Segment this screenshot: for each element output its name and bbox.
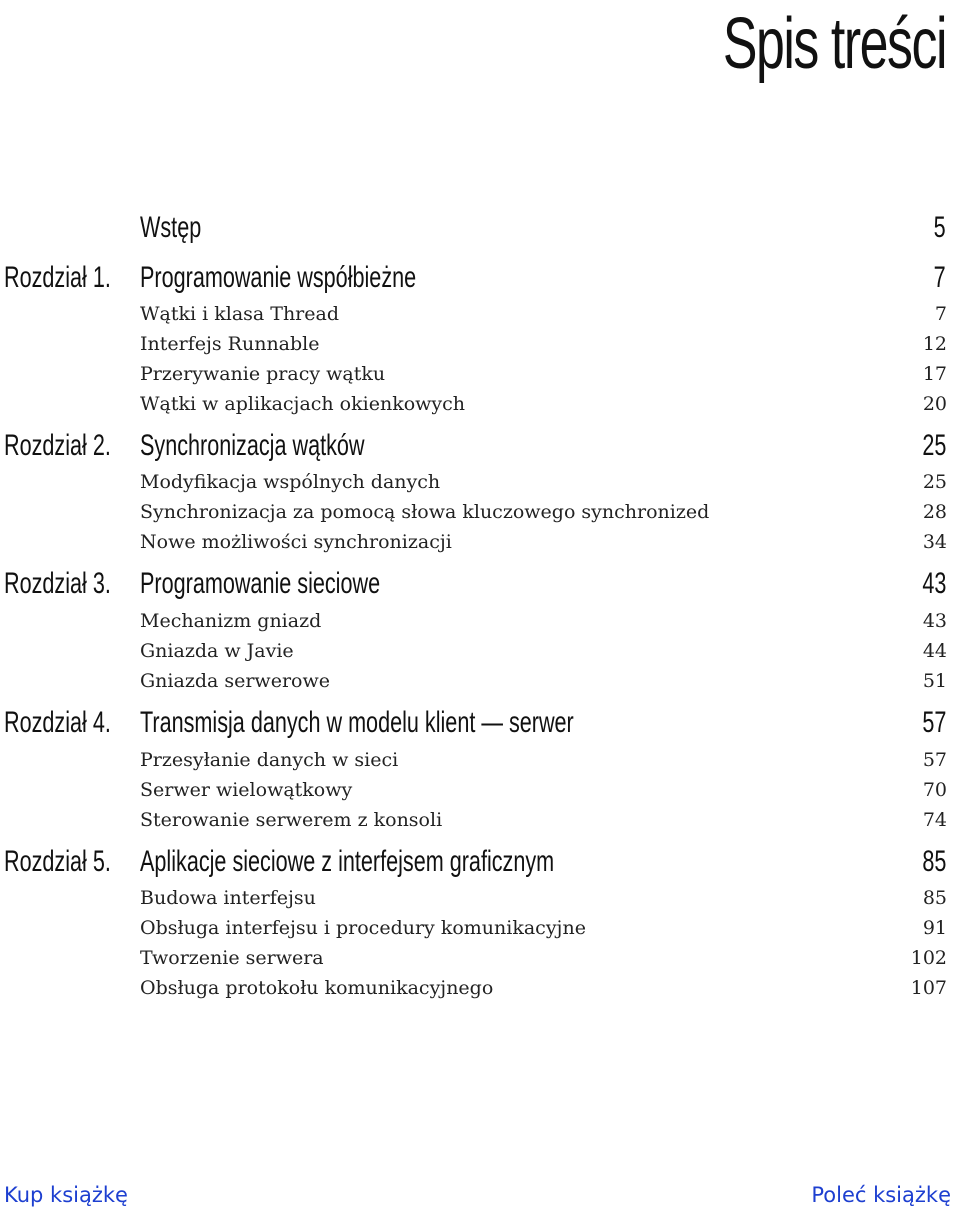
section-title: Wątki w aplikacjach okienkowych [140, 393, 466, 415]
section-title: Gniazda serwerowe [140, 670, 330, 692]
section-title: Modyfikacja wspólnych danych [140, 471, 441, 493]
section-title: Budowa interfejsu [140, 887, 316, 909]
buy-book-link[interactable]: Kup książkę [4, 1183, 128, 1207]
section-title: Mechanizm gniazd [140, 610, 322, 632]
section-title: Przesyłanie danych w sieci [140, 749, 399, 771]
intro-page: 5 [933, 211, 946, 244]
toc-section-row[interactable] [0, 748, 960, 778]
chapter-label: Rozdział 5. [4, 845, 111, 878]
section-page: 74 [922, 809, 947, 831]
toc-section-row[interactable] [0, 609, 960, 639]
chapter-label: Rozdział 3. [4, 567, 111, 600]
section-page: 51 [922, 670, 947, 692]
section-page: 12 [922, 333, 947, 355]
chapter-page: 85 [921, 845, 946, 878]
section-page: 34 [922, 531, 947, 553]
section-title: Obsługa interfejsu i procedury komunikacyjne [140, 917, 586, 939]
toc-chapter-row[interactable] [0, 568, 960, 598]
section-title: Nowe możliwości synchronizacji [140, 531, 452, 553]
toc-section-row[interactable] [0, 500, 960, 530]
section-title: Obsługa protokołu komunikacyjnego [140, 977, 494, 999]
chapter-page: 57 [921, 706, 946, 739]
chapter-title: Synchronizacja wątków [140, 429, 365, 462]
section-title: Serwer wielowątkowy [140, 779, 353, 801]
section-page: 20 [922, 393, 947, 415]
section-page: 107 [910, 977, 947, 999]
toc-section-row[interactable] [0, 332, 960, 362]
chapter-title: Programowanie współbieżne [140, 261, 417, 294]
section-page: 7 [934, 303, 947, 325]
toc-chapter-row[interactable] [0, 430, 960, 460]
section-page: 43 [922, 610, 947, 632]
section-page: 28 [922, 501, 947, 523]
toc-section-row[interactable] [0, 470, 960, 500]
chapter-title: Programowanie sieciowe [140, 567, 381, 600]
section-title: Interfejs Runnable [140, 333, 320, 355]
section-title: Wątki i klasa Thread [140, 303, 339, 325]
section-page: 57 [922, 749, 947, 771]
chapter-title: Aplikacje sieciowe z interfejsem graficznym [140, 845, 555, 878]
toc-chapter-row[interactable] [0, 846, 960, 876]
toc-section-row[interactable] [0, 886, 960, 916]
section-title: Przerywanie pracy wątku [140, 363, 386, 385]
section-title: Tworzenie serwera [140, 947, 324, 969]
section-page: 25 [922, 471, 947, 493]
recommend-book-link[interactable]: Poleć książkę [811, 1183, 951, 1207]
toc-chapter-row[interactable] [0, 707, 960, 737]
chapter-label: Rozdział 1. [4, 261, 111, 294]
toc-section-row[interactable] [0, 302, 960, 332]
toc-chapter-row[interactable] [0, 262, 960, 292]
chapter-page: 7 [933, 261, 946, 294]
intro-title: Wstęp [140, 211, 202, 244]
chapter-title: Transmisja danych w modelu klient — serwer [140, 706, 574, 739]
section-page: 91 [922, 917, 947, 939]
toc-section-row[interactable] [0, 392, 960, 422]
chapter-page: 25 [921, 429, 946, 462]
toc-section-row[interactable] [0, 916, 960, 946]
toc-section-row[interactable] [0, 669, 960, 699]
section-title: Synchronizacja za pomocą słowa kluczowego synchronized [140, 501, 710, 523]
toc-section-row[interactable] [0, 362, 960, 392]
toc-section-row[interactable] [0, 976, 960, 1006]
toc-section-row[interactable] [0, 778, 960, 808]
chapter-page: 43 [921, 567, 946, 600]
section-title: Sterowanie serwerem z konsoli [140, 809, 443, 831]
page-title: Spis treści [722, 4, 946, 84]
toc-section-row[interactable] [0, 639, 960, 669]
section-page: 102 [910, 947, 947, 969]
section-page: 70 [922, 779, 947, 801]
section-page: 17 [922, 363, 947, 385]
toc-section-row[interactable] [0, 530, 960, 560]
section-title: Gniazda w Javie [140, 640, 294, 662]
toc-section-row[interactable] [0, 808, 960, 838]
chapter-label: Rozdział 4. [4, 706, 111, 739]
toc-section-row[interactable] [0, 946, 960, 976]
toc-intro-row[interactable] [0, 212, 960, 242]
chapter-label: Rozdział 2. [4, 429, 111, 462]
section-page: 85 [922, 887, 947, 909]
section-page: 44 [922, 640, 947, 662]
